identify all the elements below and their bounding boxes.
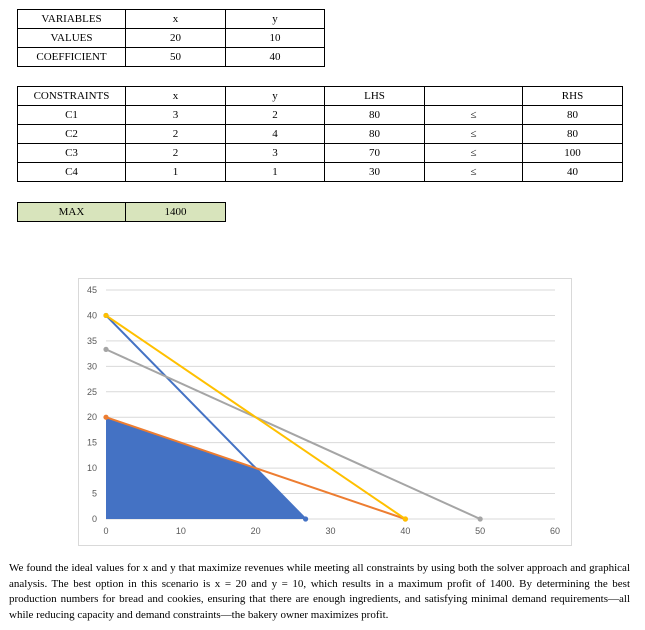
data-point-c4 bbox=[403, 516, 408, 521]
constraints-table bbox=[17, 86, 623, 182]
header-rhs: RHS bbox=[523, 87, 623, 106]
x-cell: x bbox=[126, 10, 226, 29]
table-row bbox=[18, 106, 623, 125]
constraint-name: C1 bbox=[18, 106, 126, 125]
lhs-value: 80 bbox=[325, 125, 425, 144]
table-row bbox=[18, 144, 623, 163]
constraint-name: C4 bbox=[18, 163, 126, 182]
x-tick-label: 20 bbox=[250, 526, 261, 536]
rhs-value: 80 bbox=[523, 106, 623, 125]
x-tick-label: 40 bbox=[400, 526, 411, 536]
y-tick-label: 10 bbox=[86, 463, 97, 474]
data-point-c2 bbox=[103, 415, 108, 420]
y-cell: y bbox=[226, 10, 325, 29]
y-tick-label: 45 bbox=[86, 285, 97, 295]
header-x: x bbox=[126, 87, 226, 106]
variables-table bbox=[17, 9, 325, 67]
y-coef: 4 bbox=[226, 125, 325, 144]
x-tick-label: 30 bbox=[325, 526, 336, 536]
x-coef: 2 bbox=[126, 125, 226, 144]
sign: ≤ bbox=[425, 106, 523, 125]
x-tick-label: 10 bbox=[175, 526, 186, 536]
y-tick-label: 15 bbox=[86, 437, 97, 448]
x-coef: 1 bbox=[126, 163, 226, 182]
y-tick-label: 30 bbox=[86, 361, 97, 372]
sign: ≤ bbox=[425, 125, 523, 144]
y-tick-label: 20 bbox=[86, 412, 97, 423]
table-row bbox=[18, 163, 623, 182]
rhs-value: 100 bbox=[523, 144, 623, 163]
x-cell: 50 bbox=[126, 48, 226, 67]
data-point-c4 bbox=[103, 313, 108, 318]
y-tick-label: 35 bbox=[86, 335, 97, 346]
x-tick-label: 60 bbox=[549, 526, 561, 536]
x-cell: 20 bbox=[126, 29, 226, 48]
table-row bbox=[18, 203, 226, 222]
y-tick-label: 25 bbox=[86, 386, 97, 397]
y-coef: 2 bbox=[226, 106, 325, 125]
header-constraints: CONSTRAINTS bbox=[18, 87, 126, 106]
rhs-value: 80 bbox=[523, 125, 623, 144]
max-table bbox=[17, 202, 226, 222]
row-label: COEFFICIENT bbox=[18, 48, 126, 67]
max-value: 1400 bbox=[126, 203, 226, 222]
lhs-value: 30 bbox=[325, 163, 425, 182]
table-row bbox=[18, 29, 325, 48]
rhs-value: 40 bbox=[523, 163, 623, 182]
x-tick-label: 0 bbox=[103, 526, 109, 536]
lhs-value: 80 bbox=[325, 106, 425, 125]
chart-container bbox=[78, 278, 572, 546]
y-cell: 40 bbox=[226, 48, 325, 67]
chart bbox=[79, 279, 573, 547]
y-tick-label: 5 bbox=[91, 488, 97, 499]
table-row bbox=[18, 48, 325, 67]
data-point-c3 bbox=[103, 347, 108, 352]
y-coef: 3 bbox=[226, 144, 325, 163]
lhs-value: 70 bbox=[325, 144, 425, 163]
x-coef: 3 bbox=[126, 106, 226, 125]
x-tick-label: 50 bbox=[475, 526, 486, 536]
header-lhs: LHS bbox=[325, 87, 425, 106]
data-point-c1 bbox=[303, 516, 308, 521]
sign: ≤ bbox=[425, 163, 523, 182]
constraint-name: C2 bbox=[18, 125, 126, 144]
summary-paragraph: We found the ideal values for x and y that maximize revenues while meeting all constraints by using both the solver approach and graphical analysis. The best option in this scenario is x = 20 and y = 10, which results in a maximum profit of 1400. By determining the best production numbers for bread and cookies, ensuring that there are enough ingredients, and satisfying minimal demand requirements—all while reducing capacity and demand constraints—the bakery owner maximizes profit. bbox=[9, 562, 630, 621]
constraint-name: C3 bbox=[18, 144, 126, 163]
table-row bbox=[18, 125, 623, 144]
max-label: MAX bbox=[18, 203, 126, 222]
x-coef: 2 bbox=[126, 144, 226, 163]
table-header-row bbox=[18, 87, 623, 106]
header-sign bbox=[425, 87, 523, 106]
row-label: VALUES bbox=[18, 29, 126, 48]
data-point-c3 bbox=[478, 516, 483, 521]
row-label: VARIABLES bbox=[18, 10, 126, 29]
header-y: y bbox=[226, 87, 325, 106]
y-cell: 10 bbox=[226, 29, 325, 48]
y-tick-label: 40 bbox=[86, 310, 97, 321]
table-row bbox=[18, 10, 325, 29]
y-coef: 1 bbox=[226, 163, 325, 182]
sign: ≤ bbox=[425, 144, 523, 163]
y-tick-label: 0 bbox=[91, 514, 97, 524]
